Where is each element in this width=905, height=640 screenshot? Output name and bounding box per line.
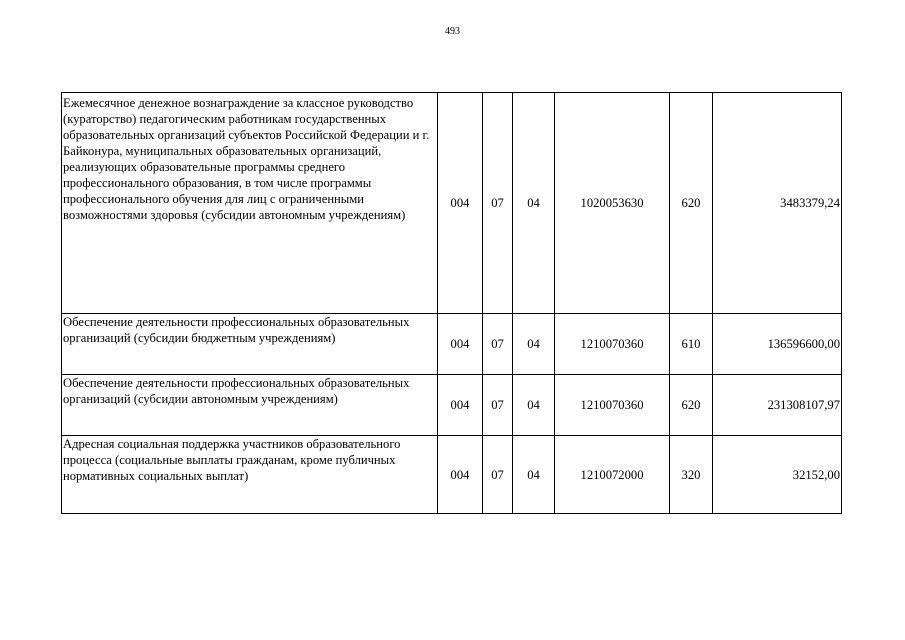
row-description: Адресная социальная поддержка участников образовательного процесса (социальные выплаты гражданам, кроме публичных нормативных социальных выплат) xyxy=(62,436,438,514)
target-article-code: 1020053630 xyxy=(555,93,670,314)
section-code: 07 xyxy=(483,314,513,375)
ministry-code: 004 xyxy=(438,314,483,375)
section-code: 07 xyxy=(483,375,513,436)
subsection-code: 04 xyxy=(513,93,555,314)
table-row xyxy=(62,93,842,314)
amount-value: 3483379,24 xyxy=(713,93,842,314)
row-description: Обеспечение деятельности профессиональных образовательных организаций (субсидии бюджетным учреждениям) xyxy=(62,314,438,375)
table-row xyxy=(62,436,842,514)
target-article-code: 1210070360 xyxy=(555,314,670,375)
ministry-code: 004 xyxy=(438,93,483,314)
target-article-code: 1210070360 xyxy=(555,375,670,436)
expense-type-code: 620 xyxy=(670,93,713,314)
subsection-code: 04 xyxy=(513,314,555,375)
table-row xyxy=(62,314,842,375)
expense-type-code: 620 xyxy=(670,375,713,436)
amount-value: 231308107,97 xyxy=(713,375,842,436)
subsection-code: 04 xyxy=(513,375,555,436)
budget-table xyxy=(61,92,842,514)
row-description: Ежемесячное денежное вознаграждение за классное руководство (кураторство) педагогическим работникам государственных образовательных организаций субъектов Российской Федерации и г. Байконура, муниципальных образовательных организаций, реализующих образовательные программы среднего профессионального образования, в том числе программы профессионального обучения для лиц с ограниченными возможностями здоровья (субсидии автономным учреждениям) xyxy=(62,93,438,314)
amount-value: 32152,00 xyxy=(713,436,842,514)
target-article-code: 1210072000 xyxy=(555,436,670,514)
ministry-code: 004 xyxy=(438,375,483,436)
section-code: 07 xyxy=(483,93,513,314)
expense-type-code: 320 xyxy=(670,436,713,514)
section-code: 07 xyxy=(483,436,513,514)
page-number: 493 xyxy=(445,26,460,37)
row-description: Обеспечение деятельности профессиональных образовательных организаций (субсидии автономным учреждениям) xyxy=(62,375,438,436)
expense-type-code: 610 xyxy=(670,314,713,375)
subsection-code: 04 xyxy=(513,436,555,514)
ministry-code: 004 xyxy=(438,436,483,514)
amount-value: 136596600,00 xyxy=(713,314,842,375)
table-row xyxy=(62,375,842,436)
